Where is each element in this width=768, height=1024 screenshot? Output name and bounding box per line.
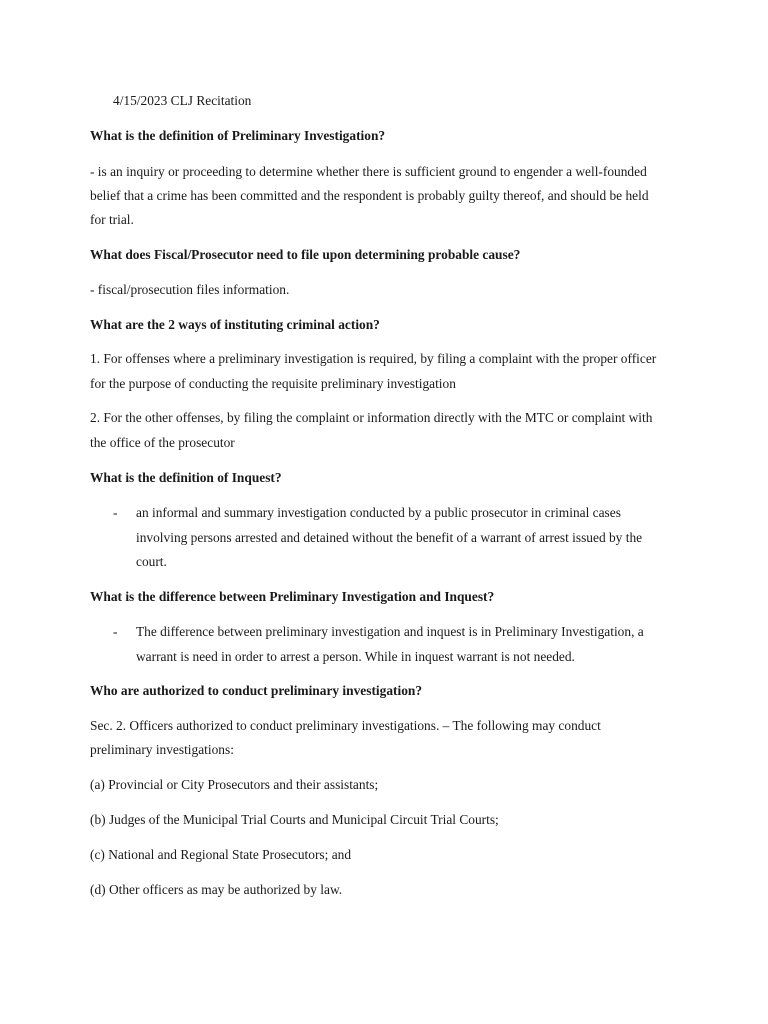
answer-line: belief that a crime has been committed and the respondent is probably guilty thereof, and should be held [90,188,649,203]
answer-line: involving persons arrested and detained without the benefit of a warrant of arrest issued by the [136,530,643,545]
answer-line: - fiscal/prosecution files information. [90,282,290,297]
answer-line: court. [136,554,167,569]
bullet-dash: - [113,505,118,520]
list-item: (a) Provincial or City Prosecutors and their assistants; [90,777,379,792]
list-item: (c) National and Regional State Prosecutors; and [90,847,352,862]
question-instituting-criminal-action: What are the 2 ways of instituting criminal action? [90,317,380,332]
question-fiscal-prosecutor: What does Fiscal/Prosecutor need to file upon determining probable cause? [90,247,521,262]
list-item: 1. For offenses where a preliminary investigation is required, by filing a complaint with the proper officer [90,351,657,366]
question-preliminary-investigation: What is the definition of Preliminary Investigation? [90,128,386,143]
bullet-dash: - [113,624,118,639]
document-header: 4/15/2023 CLJ Recitation [113,93,252,108]
list-item: 2. For the other offenses, by filing the complaint or information directly with the MTC or complaint with [90,410,653,425]
answer-line: an informal and summary investigation conducted by a public prosecutor in criminal cases [136,505,621,520]
section-intro: preliminary investigations: [90,742,234,757]
list-item: (d) Other officers as may be authorized by law. [90,882,343,897]
list-item: (b) Judges of the Municipal Trial Courts and Municipal Circuit Trial Courts; [90,812,499,827]
question-inquest-definition: What is the definition of Inquest? [90,470,282,485]
question-difference: What is the difference between Preliminary Investigation and Inquest? [90,589,495,604]
question-authorized-officers: Who are authorized to conduct preliminary investigation? [90,683,423,698]
answer-line: The difference between preliminary investigation and inquest is in Preliminary Investigation, a [136,624,644,639]
list-item: for the purpose of conducting the requisite preliminary investigation [90,376,456,391]
answer-line: - is an inquiry or proceeding to determine whether there is sufficient ground to engender a well-founded [90,164,647,179]
answer-line: warrant is need in order to arrest a person. While in inquest warrant is not needed. [136,649,575,664]
answer-line: for trial. [90,212,134,227]
list-item: the office of the prosecutor [90,435,235,450]
section-intro: Sec. 2. Officers authorized to conduct preliminary investigations. – The following may conduct [90,718,601,733]
